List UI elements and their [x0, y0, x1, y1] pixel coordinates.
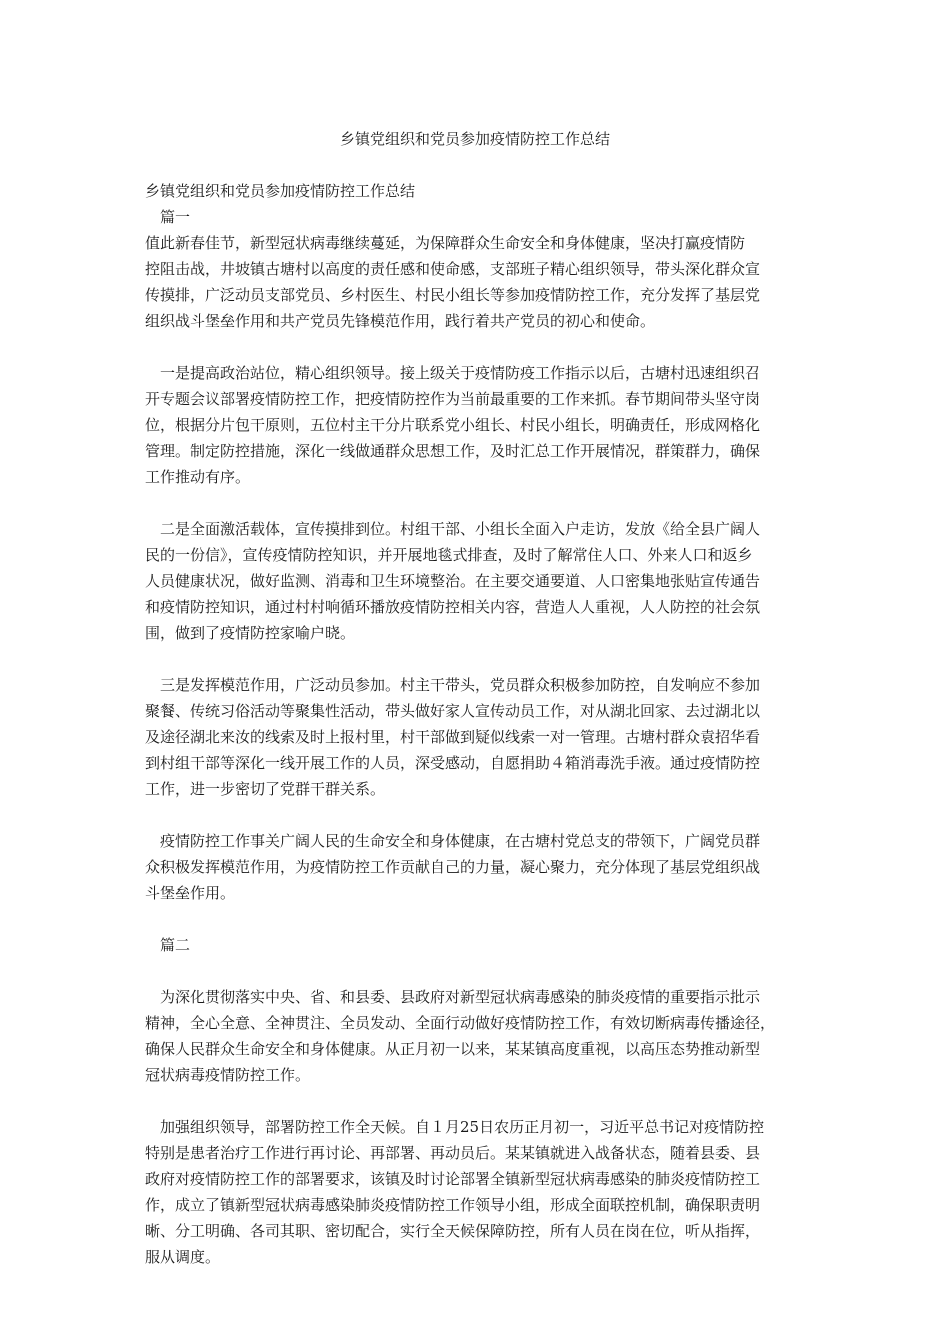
paragraph-line: 工作，进一步密切了党群干群关系。 — [145, 780, 386, 798]
paragraph-line: 位，根据分片包干原则，五位村主干分片联系党小组长、村民小组长，明确责任，形成网格化 — [145, 416, 761, 434]
section-label-2: 篇二 — [160, 936, 191, 954]
document-subtitle: 乡镇党组织和党员参加疫情防控工作总结 — [145, 182, 416, 200]
paragraph-line: 人员健康状况，做好监测、消毒和卫生环境整治。在主要交通要道、人口密集地张贴宣传通告 — [145, 572, 761, 590]
paragraph-line: 到村组干部等深化一线开展工作的人员，深受感动，自愿捐助４箱消毒洗手液。通过疫情防控 — [145, 754, 761, 772]
paragraph-line: 政府对疫情防控工作的部署要求，该镇及时讨论部署全镇新型冠状病毒感染的肺炎疫情防控工 — [145, 1170, 761, 1188]
paragraph-line: 管理。制定防控措施，深化一线做通群众思想工作，及时汇总工作开展情况，群策群力，确保 — [145, 442, 761, 460]
paragraph-line: 精神，全心全意、全神贯注、全员发动、全面行动做好疫情防控工作，有效切断病毒传播途径， — [145, 1014, 776, 1032]
paragraph-line: 冠状病毒疫情防控工作。 — [145, 1066, 311, 1084]
paragraph-line: 疫情防控工作事关广阔人民的生命安全和身体健康，在古塘村党总支的带领下，广阔党员群 — [160, 832, 761, 850]
paragraph-line: 晰、分工明确、各司其职、密切配合，实行全天候保障防控，所有人员在岗在位，听从指挥， — [145, 1222, 761, 1240]
paragraph — [145, 984, 810, 1088]
section-2 — [145, 984, 810, 1270]
paragraph-line: 加强组织领导，部署防控工作全天候。自１月25日农历正月初一，习近平总书记对疫情防控 — [160, 1118, 765, 1136]
paragraph — [145, 360, 810, 490]
paragraph-line: 及途径湖北来汝的线索及时上报村里，村干部做到疑似线索一对一管理。古塘村群众袁招华看 — [145, 728, 761, 746]
paragraph-line: 一是提高政治站位，精心组织领导。接上级关于疫情防疫工作指示以后，古塘村迅速组织召 — [160, 364, 761, 382]
paragraph-line: 为深化贯彻落实中央、省、和县委、县政府对新型冠状病毒感染的肺炎疫情的重要指示批示 — [160, 988, 761, 1006]
paragraph-line: 工作推动有序。 — [145, 468, 251, 486]
paragraph-line: 传摸排，广泛动员支部党员、乡村医生、村民小组长等参加疫情防控工作，充分发挥了基层党 — [145, 286, 761, 304]
paragraph-line: 组织战斗堡垒作用和共产党员先锋模范作用，践行着共产党员的初心和使命。 — [145, 312, 656, 330]
paragraph — [145, 828, 810, 906]
paragraph — [145, 1114, 810, 1270]
paragraph-line: 开专题会议部署疫情防控工作，把疫情防控作为当前最重要的工作来抓。春节期间带头坚守岗 — [145, 390, 761, 408]
section-1 — [145, 230, 810, 906]
paragraph-line: 作，成立了镇新型冠状病毒感染肺炎疫情防控工作领导小组，形成全面联控机制，确保职责明 — [145, 1196, 761, 1214]
section-label-1: 篇一 — [160, 208, 191, 226]
paragraph-line: 确保人民群众生命安全和身体健康。从正月初一以来，某某镇高度重视，以高压态势推动新型 — [145, 1040, 761, 1058]
paragraph-line: 三是发挥模范作用，广泛动员参加。村主干带头，党员群众积极参加防控，自发响应不参加 — [160, 676, 761, 694]
paragraph-line: 和疫情防控知识，通过村村响循环播放疫情防控相关内容，营造人人重视，人人防控的社会氛 — [145, 598, 761, 616]
paragraph-line: 控阻击战，井坡镇古塘村以高度的责任感和使命感，支部班子精心组织领导，带头深化群众宣 — [145, 260, 761, 278]
document-body — [145, 178, 810, 1296]
paragraph — [145, 672, 810, 802]
document-title: 乡镇党组织和党员参加疫情防控工作总结 — [339, 130, 610, 148]
paragraph — [145, 516, 810, 646]
paragraph-line: 围，做到了疫情防控家喻户晓。 — [145, 624, 356, 642]
paragraph — [145, 230, 810, 334]
paragraph-line: 民的一份信》，宣传疫情防控知识，并开展地毯式排查，及时了解常住人口、外来人口和返乡 — [145, 546, 753, 564]
paragraph-line: 斗堡垒作用。 — [145, 884, 236, 902]
paragraph-line: 值此新春佳节，新型冠状病毒继续蔓延，为保障群众生命安全和身体健康，坚决打赢疫情防 — [145, 234, 746, 252]
paragraph-line: 聚餐、传统习俗活动等聚集性活动，带头做好家人宣传动员工作，对从湖北回家、去过湖北以 — [145, 702, 761, 720]
paragraph-line: 众积极发挥模范作用，为疫情防控工作贡献自己的力量，凝心聚力，充分体现了基层党组织战 — [145, 858, 761, 876]
paragraph-line: 特别是患者治疗工作进行再讨论、再部署、再动员后。某某镇就进入战备状态，随着县委、县 — [145, 1144, 761, 1162]
paragraph-line: 二是全面激活载体，宣传摸排到位。村组干部、小组长全面入户走访，发放《给全县广阔人 — [160, 520, 761, 538]
paragraph-line: 服从调度。 — [145, 1248, 221, 1266]
